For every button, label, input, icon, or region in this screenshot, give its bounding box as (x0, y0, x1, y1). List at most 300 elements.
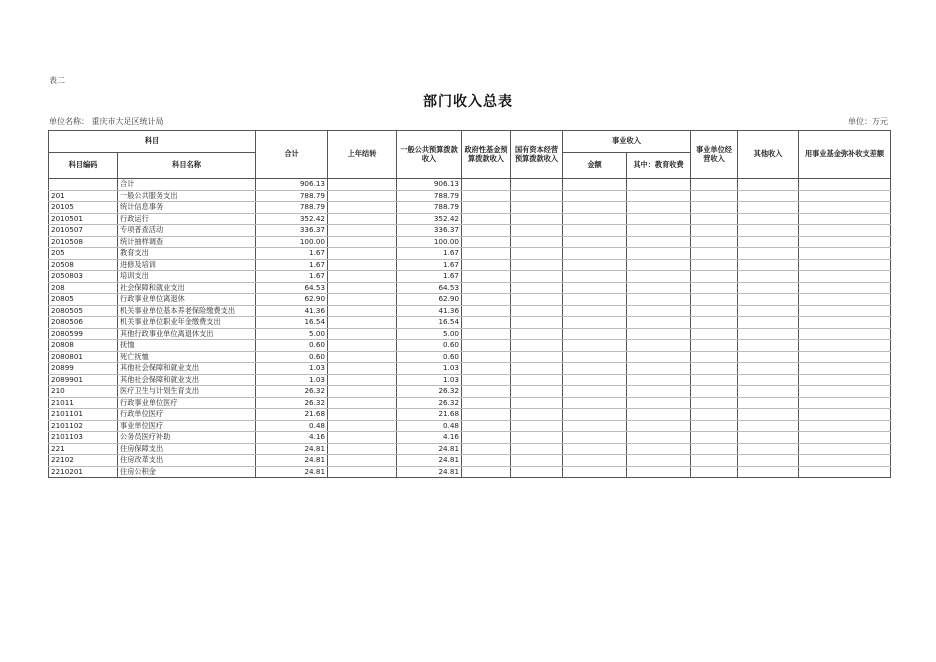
cell-gov-fund (462, 363, 511, 375)
cell-total: 62.90 (256, 294, 328, 306)
cell-edu-fee (627, 328, 691, 340)
table-body (49, 179, 891, 478)
cell-name: 合计 (118, 179, 256, 191)
cell-name: 行政事业单位离退休 (118, 294, 256, 306)
cell-general-budget: 1.67 (397, 271, 462, 283)
cell-general-budget: 24.81 (397, 443, 462, 455)
cell-fund-balance (799, 420, 891, 432)
cell-general-budget: 24.81 (397, 455, 462, 467)
cell-amount (563, 294, 627, 306)
cell-gov-fund (462, 248, 511, 260)
cell-name: 抚恤 (118, 340, 256, 352)
cell-gov-fund (462, 328, 511, 340)
cell-gov-fund (462, 397, 511, 409)
cell-general-budget: 41.36 (397, 305, 462, 317)
header-edu-fee: 其中：教育收费 (627, 153, 691, 179)
cell-total: 906.13 (256, 179, 328, 191)
cell-carryover (328, 432, 397, 444)
cell-amount (563, 363, 627, 375)
cell-other-income (738, 386, 799, 398)
cell-fund-balance (799, 374, 891, 386)
cell-amount (563, 340, 627, 352)
cell-general-budget: 1.03 (397, 363, 462, 375)
cell-amount (563, 351, 627, 363)
cell-total: 1.67 (256, 271, 328, 283)
cell-general-budget: 21.68 (397, 409, 462, 421)
cell-total: 1.03 (256, 374, 328, 386)
cell-total: 1.67 (256, 259, 328, 271)
cell-operating-income (691, 340, 738, 352)
cell-total: 21.68 (256, 409, 328, 421)
cell-operating-income (691, 259, 738, 271)
cell-carryover (328, 351, 397, 363)
cell-state-capital (511, 420, 563, 432)
cell-carryover (328, 386, 397, 398)
cell-state-capital (511, 294, 563, 306)
cell-operating-income (691, 397, 738, 409)
table-row (49, 466, 891, 478)
cell-general-budget: 5.00 (397, 328, 462, 340)
cell-fund-balance (799, 236, 891, 248)
cell-gov-fund (462, 351, 511, 363)
header-total: 合计 (256, 131, 328, 179)
cell-gov-fund (462, 374, 511, 386)
cell-state-capital (511, 225, 563, 237)
cell-operating-income (691, 213, 738, 225)
cell-carryover (328, 294, 397, 306)
cell-other-income (738, 328, 799, 340)
cell-code: 2089901 (49, 374, 118, 386)
cell-other-income (738, 179, 799, 191)
cell-name: 一般公共服务支出 (118, 190, 256, 202)
cell-name: 其他行政事业单位离退休支出 (118, 328, 256, 340)
cell-edu-fee (627, 420, 691, 432)
cell-other-income (738, 374, 799, 386)
cell-code: 2050803 (49, 271, 118, 283)
cell-state-capital (511, 374, 563, 386)
table-row (49, 397, 891, 409)
cell-other-income (738, 397, 799, 409)
cell-carryover (328, 190, 397, 202)
cell-fund-balance (799, 317, 891, 329)
table-row (49, 317, 891, 329)
cell-general-budget: 4.16 (397, 432, 462, 444)
cell-other-income (738, 409, 799, 421)
cell-total: 26.32 (256, 397, 328, 409)
cell-name: 教育支出 (118, 248, 256, 260)
cell-total: 1.67 (256, 248, 328, 260)
cell-carryover (328, 328, 397, 340)
cell-code: 2080599 (49, 328, 118, 340)
cell-fund-balance (799, 363, 891, 375)
table-row (49, 282, 891, 294)
cell-carryover (328, 271, 397, 283)
cell-carryover (328, 259, 397, 271)
cell-name: 住房公积金 (118, 466, 256, 478)
cell-edu-fee (627, 190, 691, 202)
cell-state-capital (511, 248, 563, 260)
cell-edu-fee (627, 213, 691, 225)
table-row (49, 351, 891, 363)
table-row (49, 259, 891, 271)
cell-code: 2010501 (49, 213, 118, 225)
cell-state-capital (511, 213, 563, 225)
cell-code: 210 (49, 386, 118, 398)
cell-fund-balance (799, 294, 891, 306)
cell-carryover (328, 374, 397, 386)
cell-total: 336.37 (256, 225, 328, 237)
cell-other-income (738, 213, 799, 225)
cell-total: 4.16 (256, 432, 328, 444)
cell-operating-income (691, 248, 738, 260)
cell-other-income (738, 340, 799, 352)
cell-edu-fee (627, 363, 691, 375)
cell-name: 行政单位医疗 (118, 409, 256, 421)
cell-name: 统计抽样调查 (118, 236, 256, 248)
table-row (49, 363, 891, 375)
table-row (49, 443, 891, 455)
cell-edu-fee (627, 271, 691, 283)
cell-fund-balance (799, 179, 891, 191)
cell-state-capital (511, 363, 563, 375)
cell-gov-fund (462, 455, 511, 467)
cell-code: 21011 (49, 397, 118, 409)
header-code: 科目编码 (49, 153, 118, 179)
cell-state-capital (511, 351, 563, 363)
cell-other-income (738, 466, 799, 478)
cell-general-budget: 100.00 (397, 236, 462, 248)
cell-operating-income (691, 179, 738, 191)
cell-operating-income (691, 282, 738, 294)
cell-operating-income (691, 328, 738, 340)
cell-general-budget: 352.42 (397, 213, 462, 225)
table-header (49, 131, 891, 179)
cell-amount (563, 236, 627, 248)
cell-general-budget: 64.53 (397, 282, 462, 294)
cell-operating-income (691, 386, 738, 398)
cell-gov-fund (462, 466, 511, 478)
cell-general-budget: 0.60 (397, 340, 462, 352)
cell-total: 1.03 (256, 363, 328, 375)
unit-label: 单位：万元 (848, 117, 888, 126)
cell-other-income (738, 455, 799, 467)
table-row (49, 202, 891, 214)
cell-fund-balance (799, 225, 891, 237)
cell-name: 专项普查活动 (118, 225, 256, 237)
header-gov-fund: 政府性基金预算拨款收入 (462, 131, 511, 179)
header-name: 科目名称 (118, 153, 256, 179)
cell-fund-balance (799, 190, 891, 202)
cell-state-capital (511, 443, 563, 455)
cell-other-income (738, 317, 799, 329)
cell-operating-income (691, 317, 738, 329)
cell-code: 2010507 (49, 225, 118, 237)
cell-general-budget: 1.67 (397, 259, 462, 271)
cell-code: 2101101 (49, 409, 118, 421)
cell-code: 205 (49, 248, 118, 260)
cell-state-capital (511, 190, 563, 202)
cell-carryover (328, 202, 397, 214)
cell-edu-fee (627, 259, 691, 271)
header-state-capital: 国有资本经营预算拨款收入 (511, 131, 563, 179)
cell-amount (563, 317, 627, 329)
cell-other-income (738, 294, 799, 306)
cell-state-capital (511, 282, 563, 294)
cell-gov-fund (462, 340, 511, 352)
cell-other-income (738, 236, 799, 248)
table-row (49, 179, 891, 191)
cell-fund-balance (799, 351, 891, 363)
cell-carryover (328, 305, 397, 317)
table-row (49, 455, 891, 467)
table-row (49, 386, 891, 398)
cell-amount (563, 443, 627, 455)
cell-code: 20508 (49, 259, 118, 271)
cell-total: 352.42 (256, 213, 328, 225)
cell-carryover (328, 236, 397, 248)
cell-total: 100.00 (256, 236, 328, 248)
header-operating-income: 事业单位经营收入 (691, 131, 738, 179)
cell-state-capital (511, 432, 563, 444)
cell-amount (563, 432, 627, 444)
cell-operating-income (691, 374, 738, 386)
cell-gov-fund (462, 179, 511, 191)
cell-state-capital (511, 317, 563, 329)
cell-carryover (328, 248, 397, 260)
cell-general-budget: 0.60 (397, 351, 462, 363)
cell-code: 201 (49, 190, 118, 202)
cell-edu-fee (627, 305, 691, 317)
cell-carryover (328, 455, 397, 467)
cell-amount (563, 225, 627, 237)
cell-gov-fund (462, 202, 511, 214)
cell-amount (563, 248, 627, 260)
cell-code: 2210201 (49, 466, 118, 478)
header-amount: 金额 (563, 153, 627, 179)
cell-total: 788.79 (256, 190, 328, 202)
cell-amount (563, 179, 627, 191)
cell-name: 其他社会保障和就业支出 (118, 374, 256, 386)
table-row (49, 236, 891, 248)
cell-edu-fee (627, 455, 691, 467)
cell-edu-fee (627, 294, 691, 306)
table-row (49, 420, 891, 432)
cell-general-budget: 24.81 (397, 466, 462, 478)
cell-amount (563, 190, 627, 202)
cell-name: 其他社会保障和就业支出 (118, 363, 256, 375)
cell-edu-fee (627, 282, 691, 294)
cell-carryover (328, 397, 397, 409)
cell-general-budget: 788.79 (397, 190, 462, 202)
cell-operating-income (691, 225, 738, 237)
cell-amount (563, 305, 627, 317)
table-row (49, 374, 891, 386)
cell-gov-fund (462, 432, 511, 444)
cell-state-capital (511, 328, 563, 340)
cell-total: 5.00 (256, 328, 328, 340)
cell-name: 住房改革支出 (118, 455, 256, 467)
cell-other-income (738, 202, 799, 214)
cell-name: 事业单位医疗 (118, 420, 256, 432)
cell-amount (563, 282, 627, 294)
cell-edu-fee (627, 225, 691, 237)
cell-fund-balance (799, 409, 891, 421)
cell-edu-fee (627, 374, 691, 386)
cell-code: 2080506 (49, 317, 118, 329)
cell-total: 0.60 (256, 351, 328, 363)
cell-carryover (328, 282, 397, 294)
cell-carryover (328, 179, 397, 191)
cell-gov-fund (462, 213, 511, 225)
cell-other-income (738, 443, 799, 455)
cell-operating-income (691, 443, 738, 455)
cell-name: 进修及培训 (118, 259, 256, 271)
cell-amount (563, 409, 627, 421)
cell-general-budget: 0.48 (397, 420, 462, 432)
cell-edu-fee (627, 409, 691, 421)
cell-state-capital (511, 271, 563, 283)
cell-fund-balance (799, 443, 891, 455)
cell-fund-balance (799, 259, 891, 271)
cell-total: 788.79 (256, 202, 328, 214)
cell-code: 20808 (49, 340, 118, 352)
cell-other-income (738, 248, 799, 260)
unit-name: 单位名称： 重庆市大足区统计局 (49, 117, 164, 126)
cell-amount (563, 466, 627, 478)
cell-total: 0.48 (256, 420, 328, 432)
header-business-income: 事业收入 (563, 131, 691, 153)
cell-edu-fee (627, 432, 691, 444)
cell-state-capital (511, 466, 563, 478)
cell-edu-fee (627, 340, 691, 352)
cell-total: 0.60 (256, 340, 328, 352)
cell-fund-balance (799, 282, 891, 294)
cell-gov-fund (462, 443, 511, 455)
table-row (49, 271, 891, 283)
cell-name: 行政事业单位医疗 (118, 397, 256, 409)
cell-gov-fund (462, 386, 511, 398)
header-other-income: 其他收入 (738, 131, 799, 179)
cell-total: 64.53 (256, 282, 328, 294)
cell-edu-fee (627, 317, 691, 329)
cell-edu-fee (627, 236, 691, 248)
cell-state-capital (511, 259, 563, 271)
cell-operating-income (691, 455, 738, 467)
cell-amount (563, 374, 627, 386)
cell-code: 221 (49, 443, 118, 455)
cell-operating-income (691, 271, 738, 283)
cell-fund-balance (799, 397, 891, 409)
cell-code: 208 (49, 282, 118, 294)
cell-fund-balance (799, 305, 891, 317)
cell-operating-income (691, 432, 738, 444)
cell-gov-fund (462, 271, 511, 283)
cell-state-capital (511, 397, 563, 409)
cell-state-capital (511, 202, 563, 214)
cell-name: 机关事业单位职业年金缴费支出 (118, 317, 256, 329)
cell-amount (563, 328, 627, 340)
cell-other-income (738, 363, 799, 375)
cell-operating-income (691, 202, 738, 214)
cell-name: 医疗卫生与计划生育支出 (118, 386, 256, 398)
cell-gov-fund (462, 259, 511, 271)
cell-state-capital (511, 340, 563, 352)
header-carryover: 上年结转 (328, 131, 397, 179)
table-row (49, 213, 891, 225)
cell-fund-balance (799, 271, 891, 283)
table-row (49, 432, 891, 444)
cell-fund-balance (799, 202, 891, 214)
page-label: 表二 (49, 76, 65, 85)
cell-edu-fee (627, 397, 691, 409)
cell-state-capital (511, 386, 563, 398)
cell-operating-income (691, 294, 738, 306)
cell-carryover (328, 466, 397, 478)
cell-code: 20105 (49, 202, 118, 214)
cell-code (49, 179, 118, 191)
cell-edu-fee (627, 386, 691, 398)
cell-operating-income (691, 409, 738, 421)
cell-gov-fund (462, 190, 511, 202)
cell-code: 2080505 (49, 305, 118, 317)
cell-total: 41.36 (256, 305, 328, 317)
cell-fund-balance (799, 455, 891, 467)
cell-other-income (738, 259, 799, 271)
cell-general-budget: 1.67 (397, 248, 462, 260)
cell-gov-fund (462, 294, 511, 306)
cell-operating-income (691, 363, 738, 375)
cell-name: 死亡抚恤 (118, 351, 256, 363)
cell-general-budget: 336.37 (397, 225, 462, 237)
cell-carryover (328, 317, 397, 329)
cell-name: 培训支出 (118, 271, 256, 283)
cell-operating-income (691, 351, 738, 363)
cell-state-capital (511, 179, 563, 191)
table-row (49, 190, 891, 202)
cell-name: 行政运行 (118, 213, 256, 225)
cell-name: 住房保障支出 (118, 443, 256, 455)
cell-code: 2101102 (49, 420, 118, 432)
cell-carryover (328, 213, 397, 225)
cell-state-capital (511, 409, 563, 421)
cell-gov-fund (462, 420, 511, 432)
cell-operating-income (691, 420, 738, 432)
cell-total: 24.81 (256, 443, 328, 455)
cell-gov-fund (462, 409, 511, 421)
cell-state-capital (511, 455, 563, 467)
cell-general-budget: 16.54 (397, 317, 462, 329)
cell-name: 统计信息事务 (118, 202, 256, 214)
cell-general-budget: 1.03 (397, 374, 462, 386)
cell-edu-fee (627, 202, 691, 214)
table-row (49, 294, 891, 306)
cell-general-budget: 62.90 (397, 294, 462, 306)
cell-carryover (328, 420, 397, 432)
cell-carryover (328, 340, 397, 352)
cell-other-income (738, 271, 799, 283)
cell-gov-fund (462, 305, 511, 317)
cell-other-income (738, 432, 799, 444)
table-row (49, 305, 891, 317)
table-row (49, 409, 891, 421)
cell-fund-balance (799, 248, 891, 260)
cell-fund-balance (799, 213, 891, 225)
cell-amount (563, 386, 627, 398)
cell-amount (563, 420, 627, 432)
cell-other-income (738, 282, 799, 294)
cell-operating-income (691, 190, 738, 202)
header-subject: 科目 (49, 131, 256, 153)
